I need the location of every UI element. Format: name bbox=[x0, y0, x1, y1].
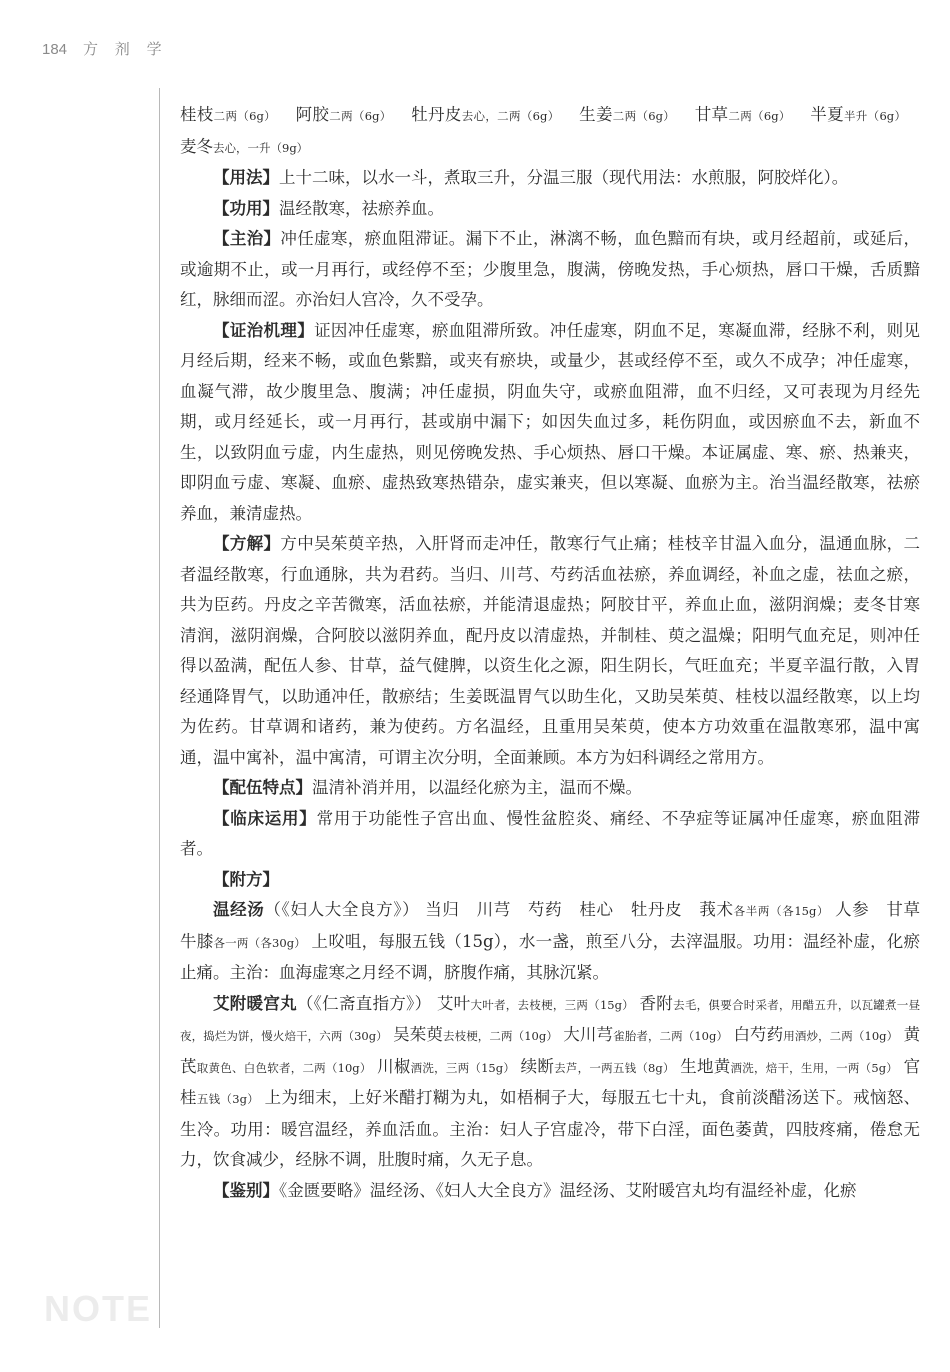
section-label: 【功用】 bbox=[213, 198, 279, 218]
formula-aifu-nuangong-pill: 艾附暖宫丸（《仁斋直指方》） 艾叶大叶者，去枝梗，三两（15g） 香附去毛，俱要合时采者，用醋五升，以瓦罐煮一昼夜，捣烂为饼，慢火焙干，六两（30g） 吴茱萸去枝梗，二两（10g） 大川芎雀胎者，二两（10g） 白芍药用酒炒，二两（10g） 黄芪取黄色、白色软者，二两（10g） 川椒酒洗，三两（15g） 续断去芦，一两五钱（8g） 生地黄酒洗，焙干，生用，一两（5g） 官桂五钱（3g） 上为细末，上好米醋打糊为丸，如梧桐子大，每服五七十丸，食前淡醋汤送下。戒恼怒、生冷。功用：暖宫温经，养血活血。主治：妇人子宫虚冷，带下白淫，面色萎黄，四肢疼痛，倦怠无力，饮食减少，经脉不调，肚腹时痛，久无子息。 bbox=[180, 993, 921, 1169]
features-paragraph: 【配伍特点】温清补消并用，以温经化瘀为主，温而不燥。 bbox=[213, 778, 642, 797]
ingredient-list bbox=[180, 100, 920, 163]
herb-entry: 香附去毛，俱要合时采者，用醋五升，以瓦罐煮一昼夜，捣烂为饼，慢火焙干，六两（30g） bbox=[180, 993, 921, 1043]
note-watermark: NOTE bbox=[44, 1288, 153, 1329]
ingredient-item: 生姜二两（6g） bbox=[579, 105, 676, 124]
section-label: 【附方】 bbox=[213, 869, 279, 889]
formula-warm-menses-decoction: 温经汤（《妇人大全良方》） 当归 川芎 芍药 桂心 牡丹皮 莪术各半两（各15g） 人参 甘草 牛膝各一两（各30g） 上㕮咀，每服五钱（15g），水一盏，煎至八分，去滓温服。功用：温经补虚，化瘀止痛。主治：血海虚寒之月经不调，脐腹作痛，其脉沉紧。 bbox=[180, 900, 937, 982]
ingredient-item: 甘草二两（6g） bbox=[694, 105, 791, 124]
herb-entry: 续断去芦，一两五钱（8g） bbox=[520, 1056, 675, 1076]
section-label: 【用法】 bbox=[213, 168, 279, 187]
herb-entry: 川椒酒洗，三两（15g） bbox=[377, 1056, 516, 1076]
section-label: 【鉴别】 bbox=[213, 1180, 279, 1200]
herb-entry: 吴茱萸去枝梗，二两（10g） bbox=[393, 1025, 558, 1044]
herb-entry: 白芍药用酒炒，二两（10g） bbox=[733, 1025, 899, 1044]
herb-entry: 艾叶大叶者，去枝梗，三两（15g） bbox=[436, 993, 634, 1013]
analysis-paragraph: 【方解】方中吴茱萸辛热，入肝肾而走冲任，散寒行气止痛；桂枝辛甘温入血分，温通血脉，二者温经散寒，行血通脉，共为君药。当归、川芎、芍药活血祛瘀，养血调经，补血之虚，祛血之瘀，共为臣药。丹皮之辛苦微寒，活血祛瘀，并能清退虚热；阿胶甘平，养血止血，滋阴润燥；麦冬甘寒清润，滋阴润燥，合阿胶以滋阴养血，配丹皮以清虚热，并制桂、萸之温燥；阳明气血充足，则冲任得以盈满，配伍人参、甘草，益气健脾，以资生化之源，阳生阴长，气旺血充；半夏辛温行散，入胃经通降胃气，以助通冲任，散瘀结；生姜既温胃气以助生化，又助吴茱萸、桂枝以温经散寒，以上均为佐药。甘草调和诸药，兼为使药。方名温经，且重用吴茱萸，使本方功效重在温散寒邪，温中寓通，温中寓补，温中寓清，可谓主次分明，全面兼顾。本方为妇科调经之常用方。 bbox=[180, 534, 921, 767]
formula-source: （《妇人大全良方》） bbox=[264, 900, 420, 919]
herb-entry: 黄芪取黄色、白色软者，二两（10g） bbox=[180, 1025, 921, 1076]
effect-paragraph: 【功用】温经散寒，祛瘀养血。 bbox=[213, 198, 444, 218]
section-label: 【方解】 bbox=[213, 534, 281, 553]
section-label: 【配伍特点】 bbox=[213, 778, 312, 797]
indication-paragraph: 【主治】冲任虚寒，瘀血阻滞证。漏下不止，淋漓不畅，血色黯而有块，或月经超前，或延后，或逾期不止，或一月再行，或经停不至；少腹里急，腹满，傍晚发热，手心烦热，唇口干燥，舌质黯红，脉细而涩。亦治妇人宫冷，久不受孕。 bbox=[180, 229, 921, 309]
page-number: 184 bbox=[42, 41, 68, 58]
ingredient-item: 麦冬去心，一升（9g） bbox=[180, 136, 309, 156]
page-header bbox=[42, 38, 168, 59]
differentiation-paragraph: 【鉴别】《金匮要略》温经汤、《妇人大全良方》温经汤、艾附暖宫丸均有温经补虚，化瘀 bbox=[213, 1180, 857, 1200]
appendix-heading bbox=[180, 865, 920, 896]
usage-paragraph: 【用法】上十二味，以水一斗，煮取三升，分温三服（现代用法：水煎服，阿胶烊化）。 bbox=[213, 168, 849, 187]
herb-entry: 生地黄酒洗，焙干，生用，一两（5g） bbox=[680, 1056, 899, 1076]
herb-entry: 官桂五钱（3g） bbox=[180, 1056, 921, 1107]
section-label: 【证治机理】 bbox=[213, 320, 315, 340]
ingredient-item: 桂枝二两（6g） bbox=[180, 105, 277, 124]
ingredient-item: 牡丹皮去心，二两（6g） bbox=[411, 105, 560, 124]
ingredient-item: 半夏半升（6g） bbox=[810, 105, 906, 124]
book-title: 方 剂 学 bbox=[83, 40, 168, 58]
margin-rule bbox=[159, 88, 160, 1328]
formula-name: 温经汤 bbox=[213, 900, 265, 919]
ingredient-item: 阿胶二两（6g） bbox=[295, 105, 392, 124]
formula-name: 艾附暖宫丸 bbox=[213, 993, 297, 1013]
mechanism-paragraph: 【证治机理】证因冲任虚寒，瘀血阻滞所致。冲任虚寒，阴血不足，寒凝血滞，经脉不利，则见月经后期，经来不畅，或血色紫黯，或夹有瘀块，或量少，甚或经停不至，或久不成孕；冲任虚寒，血凝气滞，故少腹里急、腹满；冲任虚损，阴血失守，或瘀血阻滞，血不归经，又可表现为月经先期，或月经延长，或一月再行，甚或崩中漏下；如因失血过多，耗伤阴血，或因瘀血不去，新血不生，以致阴血亏虚，内生虚热，则见傍晚发热、手心烦热、唇口干燥。本证属虚、寒、瘀、热兼夹，即阴血亏虚、寒凝、血瘀、虚热致寒热错杂，虚实兼夹，但以寒凝、血瘀为主。治当温经散寒，祛瘀养血，兼清虚热。 bbox=[180, 320, 921, 523]
page-content bbox=[180, 100, 937, 1206]
formula-source: （《仁斋直指方》） bbox=[296, 993, 432, 1013]
section-label: 【主治】 bbox=[213, 229, 281, 248]
section-label: 【临床运用】 bbox=[213, 808, 317, 828]
clinical-paragraph: 【临床运用】常用于功能性子宫出血、慢性盆腔炎、痛经、不孕症等证属冲任虚寒，瘀血阻滞者。 bbox=[180, 808, 921, 858]
herb-entry: 大川芎雀胎者，二两（10g） bbox=[563, 1025, 729, 1044]
